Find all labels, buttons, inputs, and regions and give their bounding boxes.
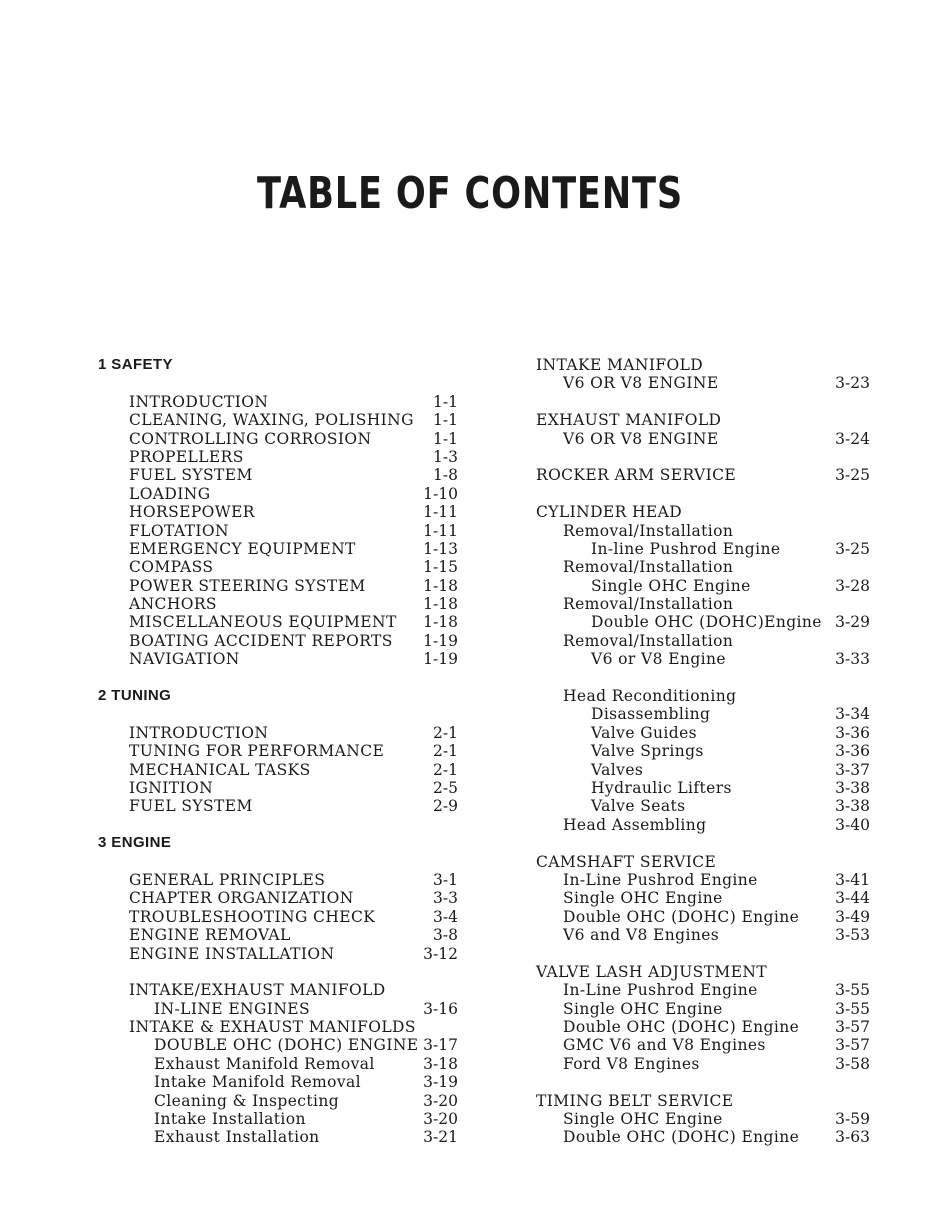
toc-entry [98, 1036, 478, 1054]
entry-page-number: 3-36 [835, 742, 870, 761]
toc-entry [536, 889, 876, 907]
spacer [98, 853, 478, 871]
entry-label: HORSEPOWER [129, 503, 255, 522]
toc-entry [536, 705, 876, 723]
entry-page-number: 1-19 [423, 650, 458, 669]
entry-label: Double OHC (DOHC) Engine [563, 907, 800, 926]
toc-entry [98, 1018, 478, 1036]
entry-label: Intake Installation [154, 1110, 306, 1129]
toc-entry [98, 540, 478, 558]
entry-label: V6 and V8 Engines [563, 926, 720, 945]
toc-entry [98, 558, 478, 576]
spacer [536, 834, 876, 852]
entry-page-number: 2-1 [433, 723, 458, 742]
entry-label: Removal/Installation [563, 631, 734, 650]
toc-entry [536, 853, 876, 871]
toc-entry [536, 540, 876, 558]
entry-label: Valve Springs [591, 742, 704, 761]
toc-entry [98, 448, 478, 466]
toc-entry [98, 981, 478, 999]
entry-page-number: 3-4 [433, 907, 458, 926]
entry-page-number: 3-1 [433, 870, 458, 889]
entry-label: DOUBLE OHC (DOHC) ENGINE [154, 1036, 419, 1055]
entry-page-number: 2-5 [433, 778, 458, 797]
toc-entry [536, 1000, 876, 1018]
entry-label: CONTROLLING CORROSION [129, 429, 372, 448]
toc-entry [536, 613, 876, 631]
toc-right-column [536, 356, 876, 1147]
toc-entry [98, 503, 478, 521]
chapter-title: 3 ENGINE [98, 834, 172, 852]
toc-entry [536, 963, 876, 981]
entry-page-number: 1-11 [423, 503, 458, 522]
toc-entry [98, 889, 478, 907]
entry-label: Disassembling [591, 705, 711, 724]
toc-entry [536, 1092, 876, 1110]
entry-page-number: 3-8 [433, 926, 458, 945]
entry-label: Head Assembling [563, 815, 707, 834]
entry-label: Single OHC Engine [563, 889, 723, 908]
toc-entry [536, 926, 876, 944]
toc-entry [98, 908, 478, 926]
toc-entry [98, 1092, 478, 1110]
entry-label: EMERGENCY EQUIPMENT [129, 539, 356, 558]
entry-label: INTAKE/EXHAUST MANIFOLD [129, 981, 386, 1000]
toc-entry [98, 430, 478, 448]
entry-page-number: 1-18 [423, 576, 458, 595]
entry-page-number: 3-25 [835, 466, 870, 485]
chapter-heading [98, 687, 478, 705]
entry-label: V6 OR V8 ENGINE [563, 374, 719, 393]
entry-label: Single OHC Engine [591, 576, 751, 595]
entry-page-number: 1-10 [423, 484, 458, 503]
entry-page-number: 3-19 [423, 1073, 458, 1092]
entry-page-number: 3-3 [433, 889, 458, 908]
entry-label: FLOTATION [129, 521, 229, 540]
entry-page-number: 3-55 [835, 999, 870, 1018]
entry-page-number: 2-1 [433, 760, 458, 779]
toc-entry [98, 724, 478, 742]
toc-entry [98, 613, 478, 631]
toc-entry [536, 761, 876, 779]
entry-label: FUEL SYSTEM [129, 466, 253, 485]
entry-label: CYLINDER HEAD [536, 503, 683, 522]
entry-label: Single OHC Engine [563, 999, 723, 1018]
entry-label: FUEL SYSTEM [129, 797, 253, 816]
toc-entry [536, 908, 876, 926]
entry-page-number: 1-11 [423, 521, 458, 540]
entry-label: POWER STEERING SYSTEM [129, 576, 366, 595]
entry-page-number: 3-38 [835, 778, 870, 797]
toc-entry [536, 724, 876, 742]
entry-label: IGNITION [129, 778, 214, 797]
toc-entry [536, 687, 876, 705]
toc-entry [536, 1018, 876, 1036]
spacer [98, 816, 478, 834]
toc-entry [536, 871, 876, 889]
entry-page-number: 3-49 [835, 907, 870, 926]
entry-label: TROUBLESHOOTING CHECK [129, 907, 376, 926]
spacer [98, 705, 478, 723]
entry-label: Double OHC (DOHC)Engine [591, 613, 822, 632]
toc-left-column [98, 356, 478, 1147]
entry-page-number: 3-34 [835, 705, 870, 724]
entry-label: MISCELLANEOUS EQUIPMENT [129, 613, 397, 632]
entry-label: Removal/Installation [563, 558, 734, 577]
entry-page-number: 3-41 [835, 870, 870, 889]
entry-label: Removal/Installation [563, 595, 734, 614]
entry-label: Exhaust Installation [154, 1128, 320, 1147]
entry-page-number: 3-53 [835, 926, 870, 945]
entry-label: IN-LINE ENGINES [154, 999, 311, 1018]
entry-label: INTAKE & EXHAUST MANIFOLDS [129, 1018, 416, 1037]
spacer [98, 963, 478, 981]
spacer [536, 1073, 876, 1091]
toc-entry [98, 577, 478, 595]
toc-entry [98, 595, 478, 613]
toc-entry [98, 1055, 478, 1073]
toc-entry [98, 632, 478, 650]
spacer [98, 669, 478, 687]
entry-page-number: 3-40 [835, 815, 870, 834]
entry-page-number: 3-36 [835, 723, 870, 742]
entry-page-number: 1-3 [433, 447, 458, 466]
entry-page-number: 3-16 [423, 999, 458, 1018]
toc-entry [536, 356, 876, 374]
entry-page-number: 3-58 [835, 1054, 870, 1073]
entry-page-number: 1-1 [433, 411, 458, 430]
toc-entry [536, 466, 876, 484]
entry-label: TUNING FOR PERFORMANCE [129, 742, 385, 761]
page-title: TABLE OF CONTENTS [257, 168, 683, 219]
entry-label: Valve Guides [591, 723, 697, 742]
toc-entry [98, 650, 478, 668]
toc-entry [98, 1110, 478, 1128]
toc-entry [536, 1055, 876, 1073]
entry-label: Hydraulic Lifters [591, 778, 732, 797]
toc-entry [536, 595, 876, 613]
entry-page-number: 3-33 [835, 650, 870, 669]
entry-label: NAVIGATION [129, 650, 240, 669]
entry-page-number: 3-20 [423, 1110, 458, 1129]
entry-label: CLEANING, WAXING, POLISHING [129, 411, 414, 430]
entry-label: ANCHORS [129, 595, 217, 614]
entry-label: COMPASS [129, 558, 214, 577]
entry-label: ENGINE REMOVAL [129, 926, 291, 945]
entry-label: GMC V6 and V8 Engines [563, 1036, 766, 1055]
toc-entry [536, 650, 876, 668]
entry-label: LOADING [129, 484, 211, 503]
entry-label: Intake Manifold Removal [154, 1073, 362, 1092]
toc-entry [536, 558, 876, 576]
toc-entry [98, 1000, 478, 1018]
spacer [98, 374, 478, 392]
toc-entry [98, 926, 478, 944]
toc-entry [98, 945, 478, 963]
entry-label: V6 OR V8 ENGINE [563, 429, 719, 448]
toc-entry [536, 632, 876, 650]
entry-label: ROCKER ARM SERVICE [536, 466, 737, 485]
toc-entry [536, 1128, 876, 1146]
spacer [536, 669, 876, 687]
spacer [536, 393, 876, 411]
entry-label: INTRODUCTION [129, 723, 269, 742]
chapter-heading [98, 356, 478, 374]
entry-page-number: 3-17 [423, 1036, 458, 1055]
entry-page-number: 3-24 [835, 429, 870, 448]
spacer [536, 945, 876, 963]
entry-label: Valves [591, 760, 644, 779]
toc-entry [536, 374, 876, 392]
toc-entry [98, 797, 478, 815]
toc-entry [98, 779, 478, 797]
entry-page-number: 1-19 [423, 631, 458, 650]
toc-entry [536, 1110, 876, 1128]
toc-entry [536, 816, 876, 834]
entry-page-number: 3-23 [835, 374, 870, 393]
entry-label: INTRODUCTION [129, 392, 269, 411]
entry-label: Cleaning & Inspecting [154, 1091, 340, 1110]
entry-label: CHAPTER ORGANIZATION [129, 889, 354, 908]
entry-page-number: 3-28 [835, 576, 870, 595]
entry-page-number: 3-25 [835, 539, 870, 558]
entry-label: MECHANICAL TASKS [129, 760, 311, 779]
entry-label: EXHAUST MANIFOLD [536, 411, 722, 430]
spacer [536, 448, 876, 466]
entry-page-number: 3-57 [835, 1018, 870, 1037]
entry-label: VALVE LASH ADJUSTMENT [536, 962, 768, 981]
entry-label: GENERAL PRINCIPLES [129, 870, 326, 889]
entry-page-number: 3-12 [423, 944, 458, 963]
entry-label: Valve Seats [591, 797, 686, 816]
entry-label: In-Line Pushrod Engine [563, 981, 758, 1000]
toc-entry [98, 742, 478, 760]
entry-page-number: 1-18 [423, 613, 458, 632]
toc-entry [98, 871, 478, 889]
toc-entry [536, 742, 876, 760]
entry-label: INTAKE MANIFOLD [536, 356, 704, 374]
chapter-title: 1 SAFETY [98, 356, 173, 373]
entry-page-number: 3-55 [835, 981, 870, 1000]
toc-entry [98, 393, 478, 411]
spacer [536, 485, 876, 503]
toc-entry [536, 430, 876, 448]
entry-page-number: 3-44 [835, 889, 870, 908]
entry-label: Removal/Installation [563, 521, 734, 540]
entry-page-number: 3-21 [423, 1128, 458, 1147]
entry-page-number: 2-9 [433, 797, 458, 816]
entry-label: BOATING ACCIDENT REPORTS [129, 631, 393, 650]
toc-entry [536, 411, 876, 429]
entry-label: Double OHC (DOHC) Engine [563, 1128, 800, 1147]
entry-page-number: 3-20 [423, 1091, 458, 1110]
entry-label: Exhaust Manifold Removal [154, 1054, 375, 1073]
toc-entry [98, 466, 478, 484]
entry-page-number: 3-37 [835, 760, 870, 779]
entry-label: Single OHC Engine [563, 1110, 723, 1129]
entry-page-number: 1-1 [433, 392, 458, 411]
toc-entry [536, 503, 876, 521]
entry-page-number: 1-18 [423, 595, 458, 614]
toc-entry [98, 1073, 478, 1091]
entry-page-number: 1-8 [433, 466, 458, 485]
entry-page-number: 2-1 [433, 742, 458, 761]
entry-page-number: 3-38 [835, 797, 870, 816]
toc-entry [536, 1036, 876, 1054]
entry-label: Ford V8 Engines [563, 1054, 700, 1073]
entry-label: Head Reconditioning [563, 687, 737, 706]
toc-entry [98, 411, 478, 429]
chapter-title: 2 TUNING [98, 687, 172, 705]
entry-page-number: 3-18 [423, 1054, 458, 1073]
entry-label: In-line Pushrod Engine [591, 539, 781, 558]
toc-entry [536, 797, 876, 815]
toc-entry [98, 522, 478, 540]
entry-page-number: 1-13 [423, 539, 458, 558]
toc-entry [536, 779, 876, 797]
entry-label: In-Line Pushrod Engine [563, 870, 758, 889]
entry-page-number: 3-63 [835, 1128, 870, 1147]
toc-entry [536, 577, 876, 595]
entry-label: V6 or V8 Engine [591, 650, 726, 669]
entry-label: TIMING BELT SERVICE [536, 1091, 734, 1110]
toc-entry [536, 981, 876, 999]
entry-label: PROPELLERS [129, 447, 244, 466]
toc-entry [98, 761, 478, 779]
entry-page-number: 3-59 [835, 1110, 870, 1129]
entry-label: ENGINE INSTALLATION [129, 944, 335, 963]
entry-label: CAMSHAFT SERVICE [536, 852, 717, 871]
entry-page-number: 1-15 [423, 558, 458, 577]
entry-page-number: 3-57 [835, 1036, 870, 1055]
entry-label: Double OHC (DOHC) Engine [563, 1018, 800, 1037]
toc-entry [98, 1128, 478, 1146]
entry-page-number: 1-1 [433, 429, 458, 448]
toc-entry [536, 522, 876, 540]
entry-page-number: 3-29 [835, 613, 870, 632]
chapter-heading [98, 834, 478, 852]
toc-entry [98, 485, 478, 503]
